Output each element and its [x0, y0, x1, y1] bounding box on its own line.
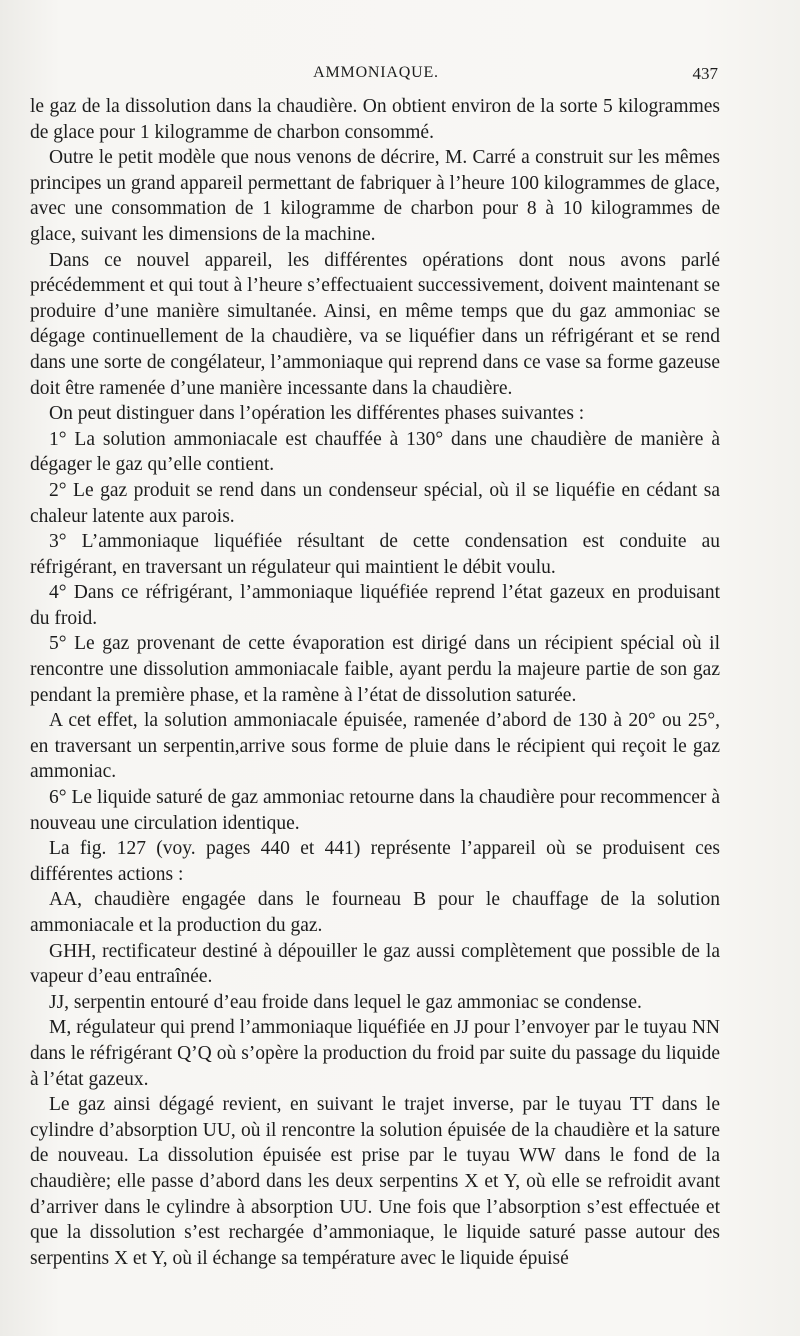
body-text: [30, 94, 720, 1271]
page-header: [34, 62, 718, 90]
paragraph-continuation: le gaz de la dissolution dans la chaudière. On obtient environ de la sorte 5 kilogrammes de glace pour 1 kilogramme de charbon consommé.: [30, 96, 720, 143]
list-item-phase-3: 3° L’ammoniaque liquéfiée résultant de cette condensation est conduite au réfrigérant, en traversant un régulateur qui maintient le débit voulu.: [30, 531, 720, 578]
paragraph: A cet effet, la solution ammoniacale épuisée, ramenée d’abord de 130 à 20° ou 25°, en traversant un serpentin,arrive sous forme de pluie dans le récipient qui reçoit le gaz ammoniac.: [30, 710, 720, 783]
list-item-phase-6: 6° Le liquide saturé de gaz ammoniac retourne dans la chaudière pour recommencer à nouveau une circulation identique.: [30, 787, 720, 834]
list-item-phase-5: 5° Le gaz provenant de cette évaporation est dirigé dans un récipient spécial où il rencontre une dissolution ammoniacale faible, ayant perdu la majeure partie de son gaz pendant la première phase, et la ramène à l’état de dissolution saturée.: [30, 633, 720, 706]
legend-item-aa: AA, chaudière engagée dans le fourneau B pour le chauffage de la solution ammoniacale et la production du gaz.: [30, 889, 720, 936]
legend-item-m: M, régulateur qui prend l’ammoniaque liquéfiée en JJ pour l’envoyer par le tuyau NN dans le réfrigérant Q’Q où s’opère la production du froid par suite du passage du liquide à l’état gazeux.: [30, 1017, 720, 1090]
running-title: AMMONIAQUE.: [313, 64, 439, 81]
paragraph: On peut distinguer dans l’opération les différentes phases suivantes :: [49, 403, 585, 425]
paragraph: Dans ce nouvel appareil, les différentes opérations dont nous avons parlé précédemment et qui tout à l’heure s’effectuaient successivement, doivent maintenant se produire d’une manière simultanée. Ainsi, en même temps que du gaz ammoniac se dégage continuellement de la chaudière, va se liquéfier dans un réfrigérant et se rend dans une sorte de congélateur, l’ammoniaque qui reprend dans ce vase sa forme gazeuse doit être ramenée d’une manière incessante dans la chaudière.: [30, 249, 721, 399]
legend-item-jj: JJ, serpentin entouré d’eau froide dans lequel le gaz ammoniac se condense.: [49, 991, 642, 1013]
page-number: 437: [692, 64, 718, 83]
list-item-phase-2: 2° Le gaz produit se rend dans un condenseur spécial, où il se liquéfie en cédant sa chaleur latente aux parois.: [30, 479, 720, 527]
paragraph: La fig. 127 (voy. pages 440 et 441) représente l’appareil où se produisent ces différentes actions :: [30, 838, 720, 885]
list-item-phase-4: 4° Dans ce réfrigérant, l’ammoniaque liquéfiée reprend l’état gazeux en produisant du froid.: [30, 582, 720, 629]
legend-item-ghh: GHH, rectificateur destiné à dépouiller le gaz aussi complètement que possible de la vapeur d’eau entraînée.: [30, 940, 720, 988]
paragraph: Le gaz ainsi dégagé revient, en suivant le trajet inverse, par le tuyau TT dans le cylindre d’absorption UU, où il rencontre la solution épuisée de la chaudière et la sature de nouveau. La dissolution épuisée est prise par le tuyau WW dans le fond de la chaudière; elle passe d’abord dans les deux serpentins X et Y, où elle se refroidit avant d’arriver dans le cylindre à absorption UU. Une fois que l’absorption s’est effectuée et que la dissolution s’est rechargée d’ammoniaque, le liquide saturé passe autour des serpentins X et Y, où il échange sa température avec le liquide épuisé: [30, 1094, 720, 1269]
list-item-phase-1: 1° La solution ammoniacale est chauffée à 130° dans une chaudière de manière à dégager le gaz qu’elle contient.: [30, 428, 720, 476]
paragraph: Outre le petit modèle que nous venons de décrire, M. Carré a construit sur les mêmes principes un grand appareil permettant de fabriquer à l’heure 100 kilogrammes de glace, avec une consommation de 1 kilogramme de charbon pour 8 à 10 kilogrammes de glace, suivant les dimensions de la machine.: [30, 147, 720, 245]
